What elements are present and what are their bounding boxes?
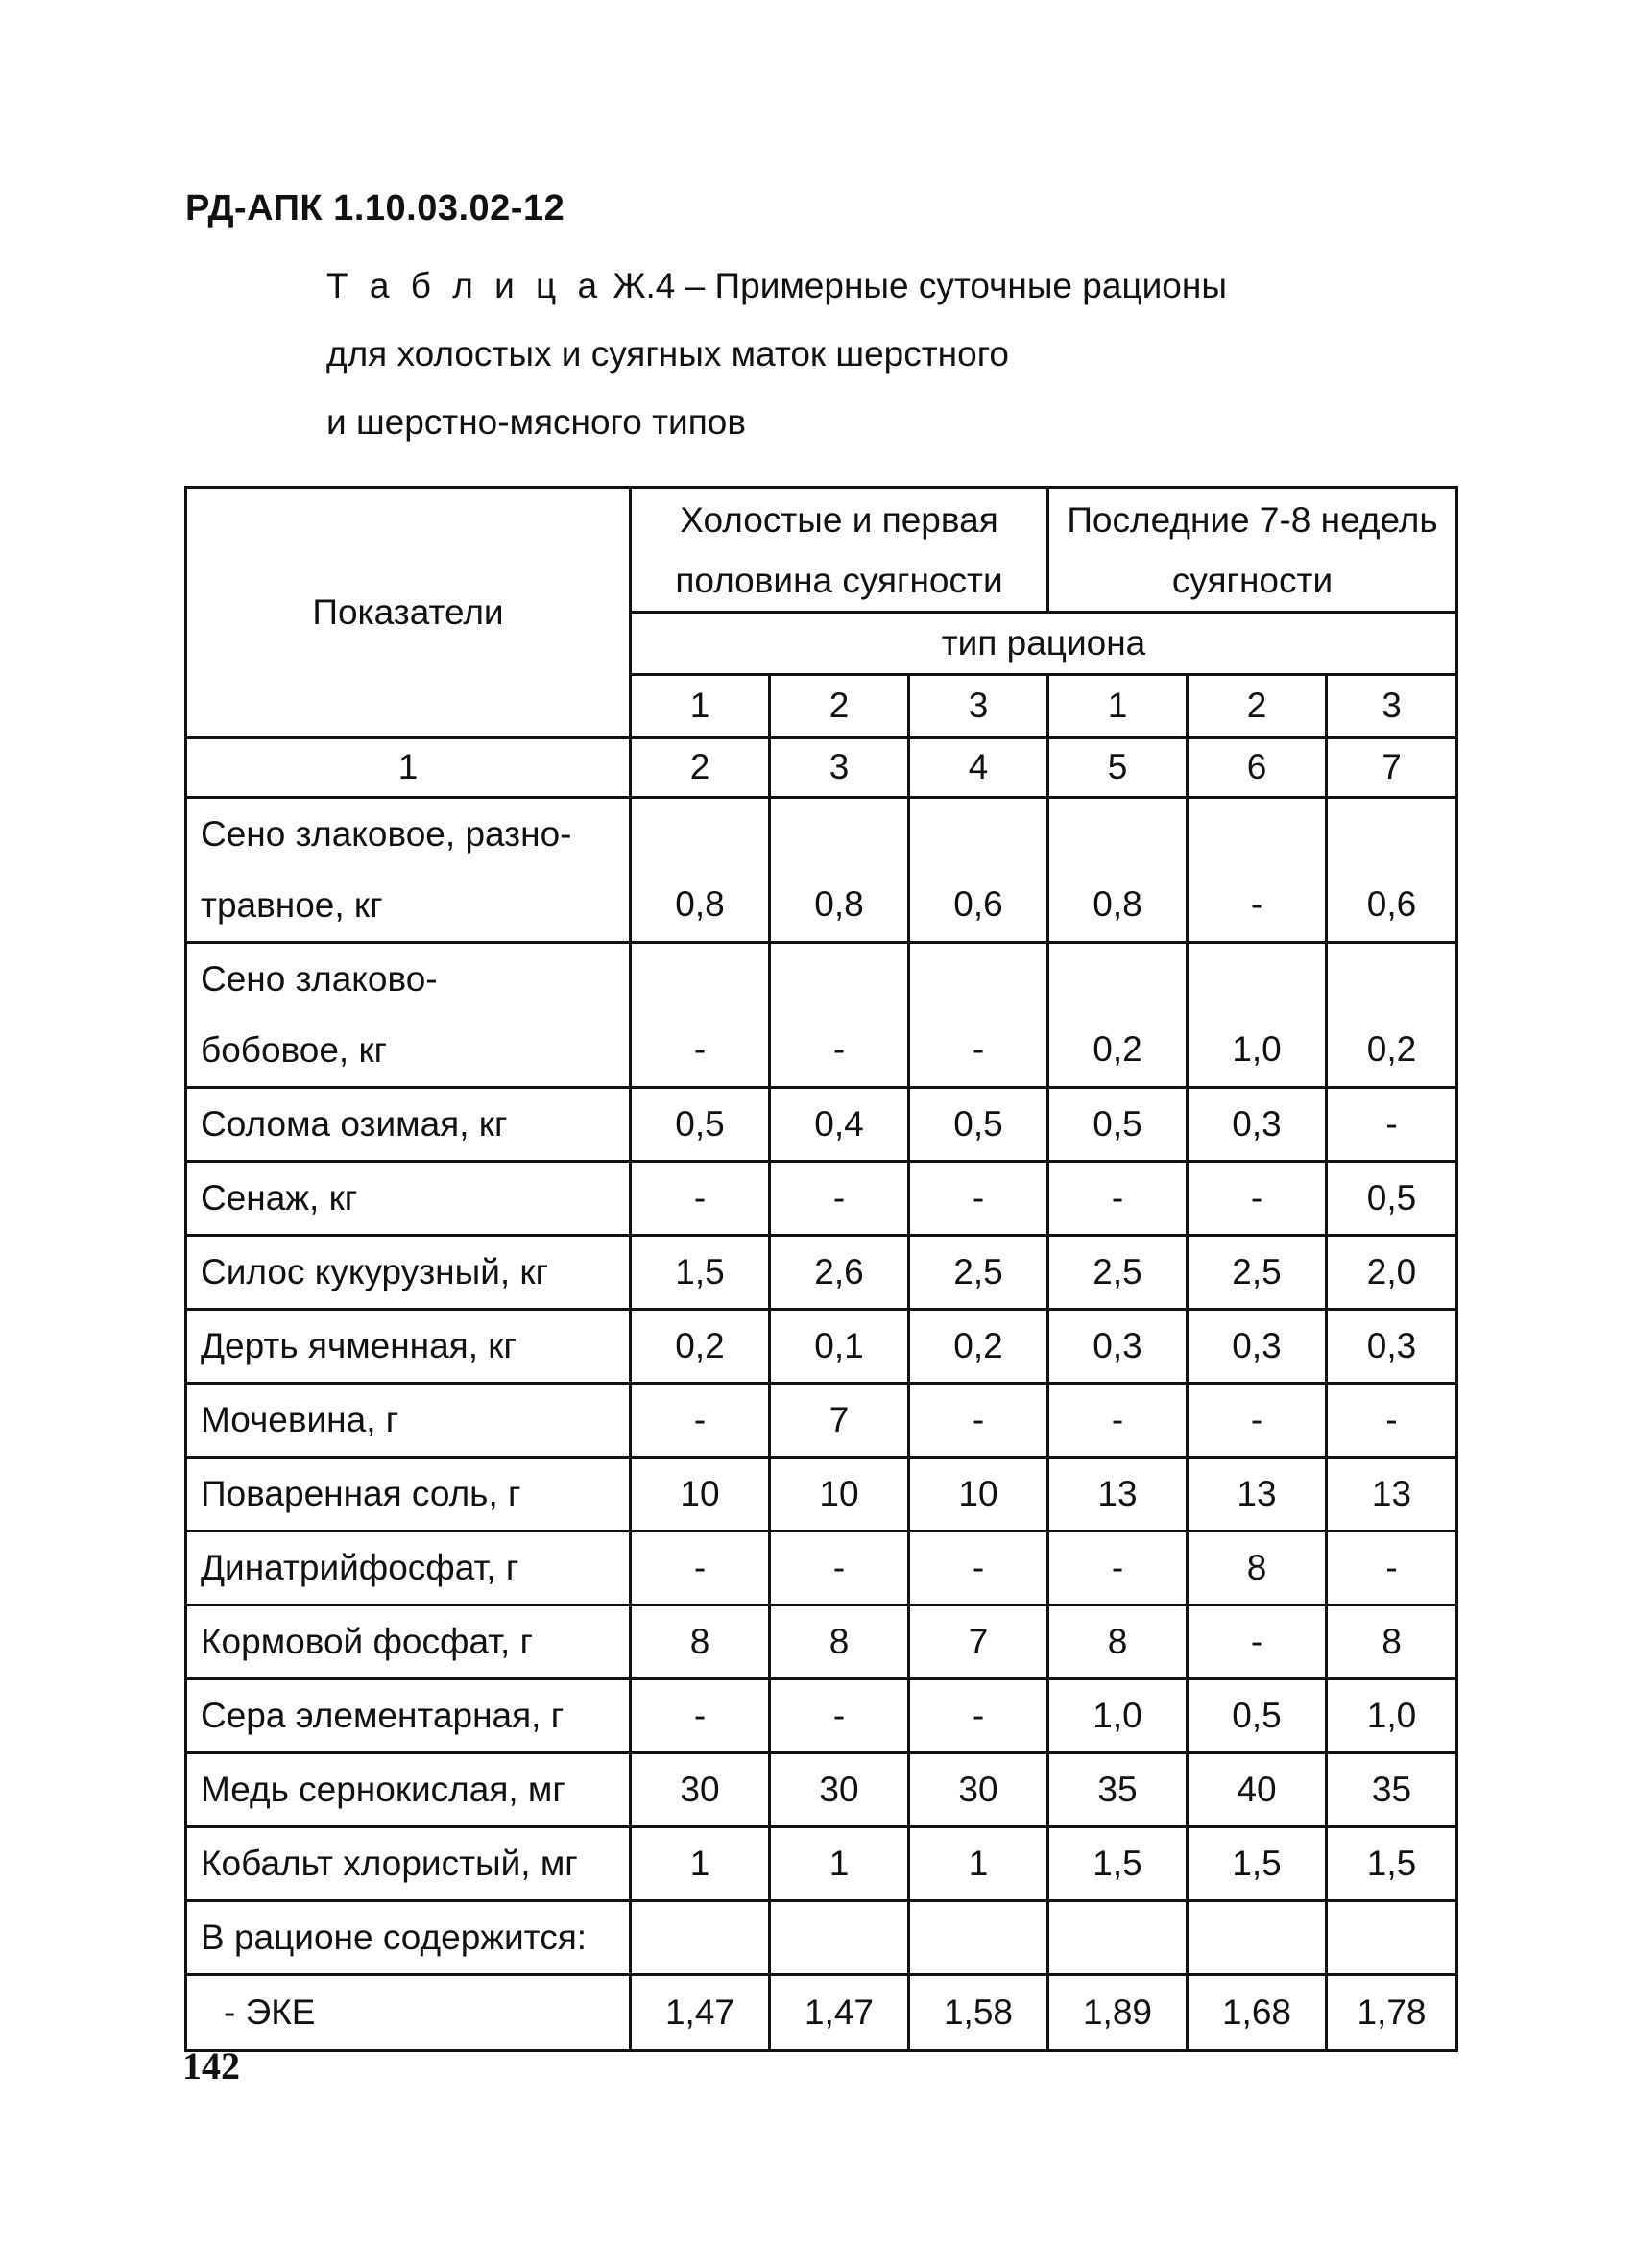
- table-cell: -: [1048, 1162, 1188, 1236]
- table-cell: 0,5: [631, 1088, 770, 1162]
- table-cell: 0,5: [909, 1088, 1048, 1162]
- column-number: 1: [186, 738, 631, 798]
- table-cell: 13: [1048, 1458, 1188, 1532]
- table-row: [186, 1975, 1457, 2051]
- table-cell: 1: [909, 1827, 1048, 1901]
- table-cell: -: [631, 1532, 770, 1605]
- table-row: [186, 1901, 1457, 1975]
- table-cell: -: [1188, 1162, 1327, 1236]
- table-cell: -: [1188, 1384, 1327, 1458]
- table-cell: 0,4: [770, 1088, 909, 1162]
- table-cell: 0,2: [1327, 943, 1457, 1088]
- table-cell: 0,2: [1048, 943, 1188, 1088]
- page-number: 142: [182, 2044, 240, 2087]
- table-cell: 30: [770, 1753, 909, 1827]
- table-cell: 35: [1048, 1753, 1188, 1827]
- table-cell: 8: [631, 1605, 770, 1679]
- table-cell: 7: [770, 1384, 909, 1458]
- table-cell: [631, 1901, 770, 1975]
- table-cell: 2,5: [1048, 1236, 1188, 1310]
- row-name: Кормовой фосфат, г: [186, 1605, 631, 1679]
- table-cell: 0,1: [770, 1310, 909, 1384]
- column-number: 5: [1048, 738, 1188, 798]
- column-number: 7: [1327, 738, 1457, 798]
- table-cell: 30: [631, 1753, 770, 1827]
- table-cell: 1,78: [1327, 1975, 1457, 2051]
- table-cell: -: [909, 1532, 1048, 1605]
- table-cell: 35: [1327, 1753, 1457, 1827]
- table-cell: -: [1188, 1605, 1327, 1679]
- table-cell: 1,0: [1327, 1679, 1457, 1753]
- row-name: Сера элементарная, г: [186, 1679, 631, 1753]
- table-row: [186, 1532, 1457, 1605]
- type-number: 3: [909, 675, 1048, 738]
- row-name: Дерть ячменная, кг: [186, 1310, 631, 1384]
- table-cell: 0,6: [909, 798, 1048, 943]
- row-name: Сенаж, кг: [186, 1162, 631, 1236]
- table-row: [186, 1605, 1457, 1679]
- table-cell: 2,0: [1327, 1236, 1457, 1310]
- caption-line-2: для холостых и суягных маток шерстного: [326, 334, 1009, 374]
- row-name: Сено злаково- бобовое, кг: [186, 943, 631, 1088]
- table-cell: -: [1048, 1384, 1188, 1458]
- table-cell: -: [1327, 1088, 1457, 1162]
- table-cell: -: [1188, 798, 1327, 943]
- table-cell: [909, 1901, 1048, 1975]
- table-cell: 8: [770, 1605, 909, 1679]
- table-cell: [1048, 1901, 1188, 1975]
- type-number: 1: [631, 675, 770, 738]
- column-number: 4: [909, 738, 1048, 798]
- table-cell: 0,3: [1327, 1310, 1457, 1384]
- table-cell: 0,6: [1327, 798, 1457, 943]
- table-cell: 10: [631, 1458, 770, 1532]
- table-cell: 1,5: [1048, 1827, 1188, 1901]
- header-ration-type: тип рациона: [631, 613, 1457, 675]
- table-cell: 2,5: [909, 1236, 1048, 1310]
- table-cell: 0,8: [631, 798, 770, 943]
- table-cell: 1,5: [1327, 1827, 1457, 1901]
- ration-table: [184, 486, 1458, 2052]
- type-number: 2: [1188, 675, 1327, 738]
- table-row: [186, 1384, 1457, 1458]
- table-cell: 30: [909, 1753, 1048, 1827]
- table-row: [186, 943, 1457, 1088]
- table-cell: -: [770, 1162, 909, 1236]
- table-row: [186, 1458, 1457, 1532]
- table-cell: 1,58: [909, 1975, 1048, 2051]
- table-cell: 0,3: [1188, 1310, 1327, 1384]
- table-cell: -: [909, 1162, 1048, 1236]
- table-cell: 0,3: [1048, 1310, 1188, 1384]
- document-code: РД-АПК 1.10.03.02-12: [185, 188, 565, 229]
- type-number: 2: [770, 675, 909, 738]
- header-group-late-pregnancy: Последние 7-8 недель суягности: [1048, 488, 1457, 613]
- table-cell: 1,0: [1048, 1679, 1188, 1753]
- table-cell: 0,2: [909, 1310, 1048, 1384]
- table-cell: 2,5: [1188, 1236, 1327, 1310]
- header-indicator: Показатели: [186, 488, 631, 738]
- table-cell: 8: [1188, 1532, 1327, 1605]
- caption-line-1: [326, 252, 1227, 320]
- row-name: Поваренная соль, г: [186, 1458, 631, 1532]
- row-name: Кобальт хлористый, мг: [186, 1827, 631, 1901]
- table-cell: 1,5: [1188, 1827, 1327, 1901]
- table-cell: 1: [631, 1827, 770, 1901]
- table-row: [186, 1088, 1457, 1162]
- table-cell: -: [631, 1162, 770, 1236]
- table-cell: 0,8: [1048, 798, 1188, 943]
- table-cell: 1,0: [1188, 943, 1327, 1088]
- caption-line-3: и шерстно-мясного типов: [326, 402, 746, 442]
- column-number: 6: [1188, 738, 1327, 798]
- table-cell: -: [770, 1679, 909, 1753]
- table-cell: -: [1327, 1532, 1457, 1605]
- table-cell: 13: [1327, 1458, 1457, 1532]
- table-cell: 40: [1188, 1753, 1327, 1827]
- table-cell: 0,5: [1188, 1679, 1327, 1753]
- table-cell: -: [631, 943, 770, 1088]
- table-cell: -: [631, 1384, 770, 1458]
- table-caption: [326, 252, 1227, 456]
- table-cell: -: [631, 1679, 770, 1753]
- table-cell: 1,47: [770, 1975, 909, 2051]
- table-cell: 1,68: [1188, 1975, 1327, 2051]
- table-row: [186, 1753, 1457, 1827]
- table-cell: 1: [770, 1827, 909, 1901]
- table-cell: [1188, 1901, 1327, 1975]
- type-number: 1: [1048, 675, 1188, 738]
- row-name: Солома озимая, кг: [186, 1088, 631, 1162]
- row-name: Мочевина, г: [186, 1384, 631, 1458]
- table-cell: [770, 1901, 909, 1975]
- table-cell: 13: [1188, 1458, 1327, 1532]
- row-name: В рационе содержится:: [186, 1901, 631, 1975]
- table-row: [186, 1679, 1457, 1753]
- table-cell: 0,3: [1188, 1088, 1327, 1162]
- row-name: Медь сернокислая, мг: [186, 1753, 631, 1827]
- table-cell: -: [1327, 1384, 1457, 1458]
- table-cell: 7: [909, 1605, 1048, 1679]
- table-cell: 10: [909, 1458, 1048, 1532]
- row-name: Динатрийфосфат, г: [186, 1532, 631, 1605]
- table-cell: 0,5: [1327, 1162, 1457, 1236]
- table-cell: 0,2: [631, 1310, 770, 1384]
- header-group-open-early: Холостые и первая половина суягности: [631, 488, 1048, 613]
- table-cell: 0,5: [1048, 1088, 1188, 1162]
- table-cell: 1,89: [1048, 1975, 1188, 2051]
- caption-prefix: Т а б л и ц а: [326, 266, 604, 305]
- table-row: [186, 1162, 1457, 1236]
- row-name: Силос кукурузный, кг: [186, 1236, 631, 1310]
- table-cell: -: [909, 1679, 1048, 1753]
- table-cell: -: [909, 943, 1048, 1088]
- table-cell: 10: [770, 1458, 909, 1532]
- table-cell: 2,6: [770, 1236, 909, 1310]
- table-row: [186, 798, 1457, 943]
- caption-title: Ж.4 – Примерные суточные рационы: [603, 266, 1227, 305]
- column-number-row: [186, 738, 1457, 798]
- table-row: [186, 1827, 1457, 1901]
- table-cell: 1,5: [631, 1236, 770, 1310]
- table-cell: [1327, 1901, 1457, 1975]
- type-number: 3: [1327, 675, 1457, 738]
- table-cell: 0,8: [770, 798, 909, 943]
- table-row: [186, 1310, 1457, 1384]
- table-cell: 8: [1327, 1605, 1457, 1679]
- column-number: 2: [631, 738, 770, 798]
- row-name: - ЭКЕ: [186, 1975, 631, 2051]
- row-name: Сено злаковое, разно- травное, кг: [186, 798, 631, 943]
- table-cell: -: [770, 1532, 909, 1605]
- table-cell: -: [909, 1384, 1048, 1458]
- table-cell: -: [1048, 1532, 1188, 1605]
- table-cell: 8: [1048, 1605, 1188, 1679]
- table-cell: 1,47: [631, 1975, 770, 2051]
- column-number: 3: [770, 738, 909, 798]
- table-cell: -: [770, 943, 909, 1088]
- table-row: [186, 1236, 1457, 1310]
